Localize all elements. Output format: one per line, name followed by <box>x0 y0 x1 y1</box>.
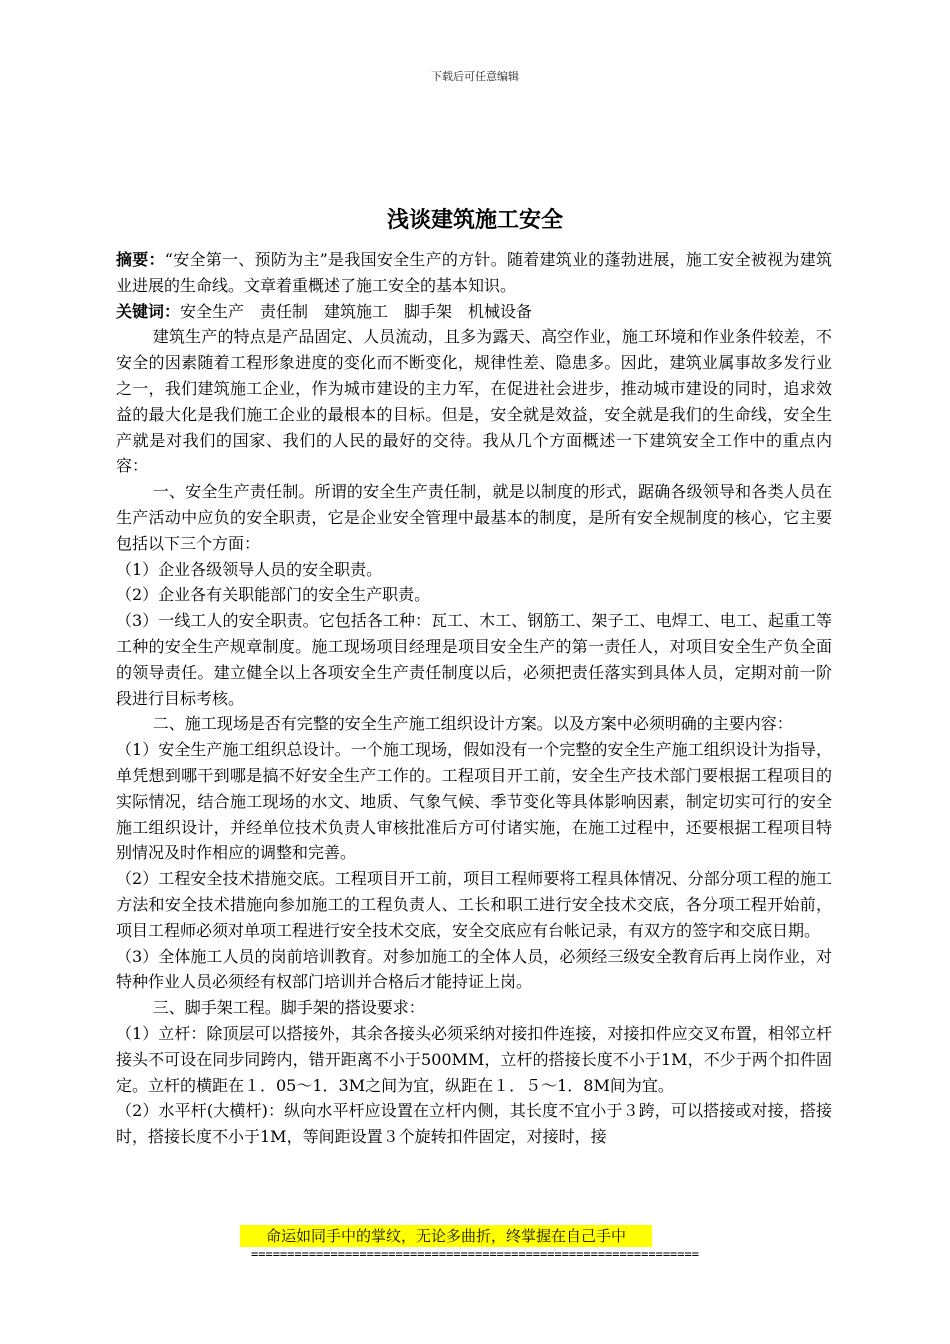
footer-motto: 命运如同手中的掌纹，无论多曲折，终掌握在自己手中 <box>240 1225 652 1247</box>
paragraph-section-3: 三、脚手架工程。脚手架的搭设要求： <box>152 998 425 1018</box>
keywords-text: 安全生产 责任制 建筑施工 脚手架 机械设备 <box>180 301 533 321</box>
keywords-label: 关键词： <box>116 301 181 321</box>
paragraph-section-2: 二、施工现场是否有完整的安全生产施工组织设计方案。以及方案中必须明确的主要内容： <box>152 714 793 734</box>
list-item: （2）工程安全技术措施交底。工程项目开工前，项目工程师要将工程具体情况、分部分项工程的施工方法和安全技术措施向参加施工的工程负责人、工长和职工进行安全技术交底，各分项工程开始前，项目工程师必须对单项工程进行安全技术交底，安全交底应有台帐记录，有双方的签字和交底日期。 <box>116 869 832 940</box>
list-item: （1）安全生产施工组织总设计。一个施工现场，假如没有一个完整的安全生产施工组织设计为指导，单凭想到哪干到哪是搞不好安全生产工作的。工程项目开工前，安全生产技术部门要根据工程项目的实际情况，结合施工现场的水文、地质、气象气候、季节变化等具体影响因素，制定切实可行的安全施工组织设计，并经单位技术负责人审核批准后方可付诸实施，在施工过程中，还要根据工程项目特别情况及时作相应的调整和完善。 <box>116 740 832 863</box>
list-item: （2）企业各有关职能部门的安全生产职责。 <box>116 585 431 605</box>
list-item: （3）一线工人的安全职责。它包括各工种：瓦工、木工、钢筋工、架子工、电焊工、电工、起重工等工种的安全生产规章制度。施工现场项目经理是项目安全生产的第一责任人，对项目安全生产负全面的领导责任。建立健全以上各项安全生产责任制度以后，必须把责任落实到具体人员，定期对前一阶段进行目标考核。 <box>116 611 832 708</box>
abstract <box>116 247 832 299</box>
document-title: 浅谈建筑施工安全 <box>386 208 563 233</box>
abstract-text: “安全第一、预防为主”是我国安全生产的方针。随着建筑业的蓬勃进展，施工安全被视为建筑业进展的生命线。文章着重概述了施工安全的基本知识。 <box>116 250 832 295</box>
document-body <box>116 247 832 1150</box>
list-item: （2）水平杆(大横杆)：纵向水平杆应设置在立杆内侧，其长度不宜小于３跨，可以搭接或对接，搭接时，搭接长度不小于1M，等间距设置３个旋转扣件固定，对接时，接 <box>116 1101 832 1147</box>
list-item: （3）全体施工人员的岗前培训教育。对参加施工的全体人员，必须经三级安全教育后再上岗作业，对特种作业人员必须经有权部门培训并合格后才能持证上岗。 <box>116 946 832 992</box>
list-item: （1）企业各级领导人员的安全职责。 <box>116 559 383 579</box>
keywords <box>116 299 832 325</box>
paragraph-intro: 建筑生产的特点是产品固定、人员流动，且多为露天、高空作业，施工环境和作业条件较差，不安全的因素随着工程形象进度的变化而不断变化，规律性差、隐患多。因此，建筑业属事故多发行业之一，我们建筑施工企业，作为城市建设的主力军，在促进社会进步，推动城市建设的同时，追求效益的最大化是我们施工企业的最根本的目标。但是，安全就是效益，安全就是我们的生命线，安全生产就是对我们的国家、我们的人民的最好的交待。我从几个方面概述一下建筑安全工作中的重点内容： <box>116 327 832 476</box>
page-header: 下载后可任意编辑 <box>431 70 519 83</box>
footer-divider: ============================================================== <box>251 1247 699 1261</box>
paragraph-section-1: 一、安全生产责任制。所谓的安全生产责任制，就是以制度的形式，踞确各级领导和各类人员在生产活动中应负的安全职责，它是企业安全管理中最基本的制度，是所有安全规制度的核心，它主要包括以下三个方面： <box>116 482 832 553</box>
abstract-label: 摘要： <box>116 250 165 269</box>
list-item: （1）立杆：除顶层可以搭接外，其余各接头必须采纳对接扣件连接，对接扣件应交叉布置，相邻立杆接头不可设在同步同跨内，错开距离不小于500MM，立杆的搭接长度不小于1M，不少于两个扣件固定。立杆的横距在１．05～1．3M之间为宜，纵距在１．５～1．8M间为宜。 <box>116 1023 832 1095</box>
